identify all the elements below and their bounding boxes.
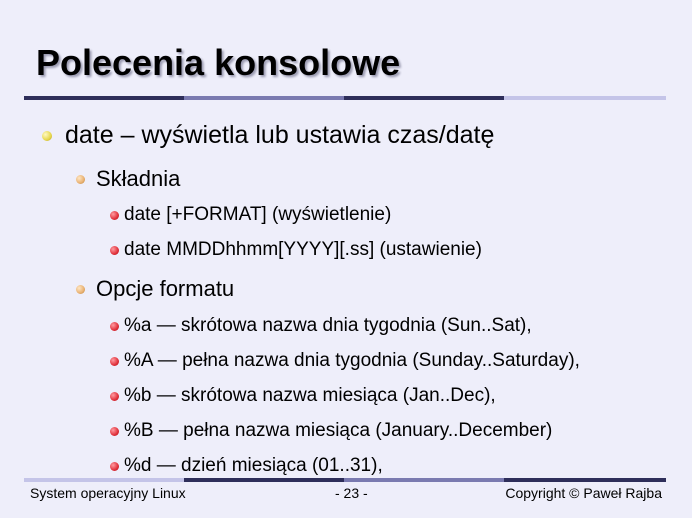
list-item-text: date MMDDhhmm[YYYY][.ss] (ustawienie) bbox=[124, 239, 482, 260]
section-heading bbox=[76, 276, 234, 302]
main-bullet-text: date – wyświetla lub ustawia czas/datę bbox=[65, 121, 495, 149]
list-item bbox=[110, 204, 391, 226]
bullet-icon bbox=[110, 462, 119, 471]
list-item bbox=[110, 239, 482, 261]
bullet-icon bbox=[110, 211, 119, 220]
section-heading-text: Opcje formatu bbox=[96, 276, 235, 301]
bullet-icon bbox=[42, 131, 52, 141]
title-divider bbox=[24, 96, 666, 100]
list-item bbox=[110, 455, 383, 477]
footer-divider bbox=[24, 478, 666, 482]
list-item-text: %d — dzień miesiąca (01..31), bbox=[124, 455, 383, 476]
list-item-text: %b — skrótowa nazwa miesiąca (Jan..Dec), bbox=[124, 385, 496, 406]
bullet-icon bbox=[110, 322, 119, 331]
bullet-icon bbox=[110, 392, 119, 401]
bullet-icon bbox=[76, 285, 85, 294]
list-item-text: %B — pełna nazwa miesiąca (January..December) bbox=[124, 420, 553, 441]
bullet-icon bbox=[110, 427, 119, 436]
list-item bbox=[110, 385, 496, 407]
list-item bbox=[110, 315, 532, 337]
list-item-text: %A — pełna nazwa dnia tygodnia (Sunday..Saturday), bbox=[124, 350, 580, 371]
footer-copyright: Copyright © Paweł Rajba bbox=[505, 485, 662, 501]
bullet-icon bbox=[110, 246, 119, 255]
main-bullet bbox=[42, 121, 494, 150]
footer-left: System operacyjny Linux bbox=[30, 485, 186, 501]
list-item-text: date [+FORMAT] (wyświetlenie) bbox=[124, 204, 392, 225]
bullet-icon bbox=[110, 357, 119, 366]
section-heading-text: Składnia bbox=[96, 166, 181, 191]
slide-title: Polecenia konsolowe bbox=[36, 42, 401, 83]
section-heading bbox=[76, 166, 180, 192]
bullet-icon bbox=[76, 175, 85, 184]
list-item bbox=[110, 420, 552, 442]
page-number: - 23 - bbox=[335, 485, 368, 501]
list-item bbox=[110, 350, 580, 372]
list-item-text: %a — skrótowa nazwa dnia tygodnia (Sun..Sat), bbox=[124, 315, 532, 336]
